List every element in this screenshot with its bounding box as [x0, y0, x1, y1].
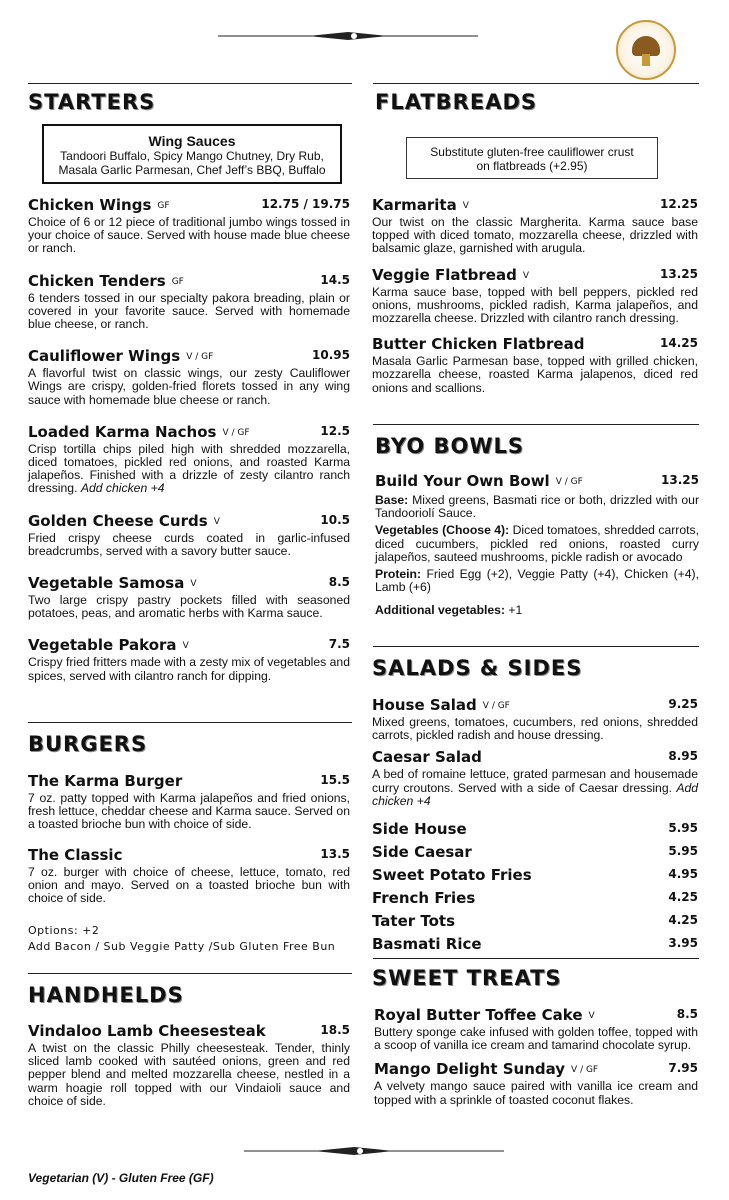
handhelds-list [28, 1022, 350, 1108]
sweets-list [374, 1006, 698, 1107]
item-price: 8.95 [668, 749, 698, 764]
item-price: 18.5 [320, 1023, 350, 1037]
item-description: Masala Garlic Parmesan base, topped with grilled chicken, mozzarella cheese, roasted Karma jalapenos, diced red onions and scallions. [372, 354, 698, 395]
byo-top-rule [373, 424, 699, 425]
item-name: House Salad [372, 696, 477, 714]
item-tag: V [182, 641, 189, 652]
item-name: The Karma Burger [28, 772, 183, 790]
side-item-price: 5.95 [668, 844, 698, 858]
item-description: 6 tenders tossed in our specialty pakora breading, plain or covered in your favorite sauce. Served with homemade blue cheese, or ranch. [28, 290, 350, 332]
item-addon: Add chicken +4 [372, 780, 698, 808]
mushroom-logo-icon [616, 20, 676, 80]
burgers-top-rule [28, 722, 352, 723]
menu-item [372, 335, 698, 395]
burgers-heading: BURGERS [28, 732, 148, 756]
item-tag: V [190, 579, 197, 590]
menu-item [374, 1006, 698, 1052]
menu-item [28, 636, 350, 682]
item-price: 9.25 [668, 697, 698, 711]
byo-bowl [375, 472, 699, 618]
item-tag: V [462, 201, 469, 211]
side-item-name: Sweet Potato Fries [372, 866, 532, 884]
item-price: 14.5 [320, 272, 350, 287]
byo-base: Base: Mixed greens, Basmati rice or both, drizzled with our Tandooriolí Sauce. [375, 493, 700, 521]
item-description: Choice of 6 or 12 piece of traditional jumbo wings tossed in your choice of sauce. Served with house made blue cheese or ranch. [28, 215, 350, 256]
menu-item [28, 846, 350, 906]
side-item [372, 843, 698, 866]
side-item-name: Basmati Rice [372, 935, 482, 953]
footer-legend: Vegetarian (V) - Gluten Free (GF) [28, 1171, 214, 1185]
item-price: 10.95 [312, 348, 350, 363]
item-name: Loaded Karma Nachos [28, 422, 217, 441]
item-name: Chicken Wings [28, 196, 152, 214]
side-item-price: 4.95 [668, 867, 698, 881]
item-name: Caesar Salad [372, 748, 482, 767]
starters-list [28, 196, 350, 683]
item-tag: V / GF [571, 1065, 599, 1076]
menu-item [28, 272, 350, 332]
item-description: Crisp tortilla chips piled high with shredded mozzarella, diced tomatoes, pickled red onions, and roasted Karma jalapeños. Finished with a drizzle of zesty cilantro ranch dressing. Add chicken +4 [28, 441, 350, 496]
byo-vegetables: Vegetables (Choose 4): Diced tomatoes, shredded carrots, diced cucumbers, pickled red onions, roasted curry jalapeños, sauteed mushrooms, pickle radish or avocado [375, 523, 699, 564]
side-item-name: French Fries [372, 889, 476, 907]
item-price: 10.5 [320, 512, 350, 527]
menu-item [372, 748, 698, 808]
item-tag: GF [171, 276, 184, 287]
item-description: A bed of romaine lettuce, grated parmesan and housemade curry croutons. Served with a side of Caesar dressing. Add chicken +4 [372, 767, 698, 808]
item-name: Golden Cheese Curds [28, 511, 208, 530]
item-price: 15.5 [320, 773, 350, 787]
flatbreads-top-rule [373, 83, 699, 84]
salads-top-rule [373, 646, 699, 647]
item-name: Chicken Tenders [28, 271, 166, 290]
item-tag: V / GF [222, 427, 250, 438]
item-tag: V [213, 516, 220, 527]
burger-options-title: Options: +2 [28, 924, 100, 937]
item-description: Crispy fried fritters made with a zesty mix of vegetables and spices, served with cilantro ranch for dipping. [28, 655, 350, 683]
item-price: 13.25 [660, 266, 698, 281]
salads-heading: SALADS & SIDES [372, 656, 583, 680]
item-name: Veggie Flatbread [372, 265, 517, 284]
starters-heading: STARTERS [28, 90, 156, 114]
item-price: 8.5 [328, 575, 350, 590]
item-tag: GF [157, 201, 170, 211]
burger-options [28, 924, 358, 953]
menu-item [372, 696, 698, 742]
handhelds-heading: HANDHELDS [28, 983, 184, 1007]
item-name: Vegetable Pakora [28, 636, 177, 655]
side-item-name: Tater Tots [372, 912, 456, 930]
byo-additional: Additional vegetables: +1 [375, 603, 523, 618]
byo-protein: Protein: Fried Egg (+2), Veggie Patty (+4), Chicken (+4), Lamb (+6) [375, 567, 699, 595]
menu-item [28, 196, 350, 256]
item-description: Buttery sponge cake infused with golden toffee, topped with a scoop of vanilla ice cream and tamarind chocolate syrup. [374, 1025, 698, 1053]
side-item-price: 3.95 [668, 936, 698, 950]
flatbread-note-line1: Substitute gluten-free cauliflower crust [430, 145, 634, 159]
side-item-name: Side Caesar [372, 843, 472, 861]
byo-heading: BYO BOWLS [375, 434, 525, 458]
burger-options-text: Add Bacon / Sub Veggie Patty /Sub Gluten Free Bun [28, 940, 336, 953]
sweets-heading: SWEET TREATS [372, 966, 562, 990]
item-price: 7.95 [668, 1061, 698, 1076]
item-price: 13.5 [320, 846, 350, 861]
item-name: The Classic [28, 845, 123, 864]
item-tag: V / GF [482, 701, 510, 711]
side-item [372, 912, 698, 935]
item-price: 12.75 / 19.75 [261, 197, 350, 211]
item-name: Cauliflower Wings [28, 347, 181, 366]
item-name: Butter Chicken Flatbread [372, 335, 585, 354]
item-description: A twist on the classic Philly cheesesteak. Tender, thinly sliced lamb cooked with sautéed onions, green and red pepper blend and melted mozzarella cheese, nestled in a warm hoagie roll topped with our Vindaioli sauce and choice of side. [28, 1041, 350, 1108]
item-description: A velvety mango sauce paired with vanilla ice cream and topped with a sprinkle of toasted coconut flakes. [374, 1079, 698, 1107]
item-name: Vindaloo Lamb Cheesesteak [28, 1022, 266, 1040]
item-price: 7.5 [328, 637, 350, 652]
menu-item [28, 423, 350, 496]
top-ornament [218, 30, 478, 42]
item-description: Our twist on the classic Margherita. Karma sauce base topped with diced tomato, mozzarella cheese, drizzled with balsamic glaze, garnished with arugula. [372, 215, 698, 256]
handhelds-top-rule [28, 973, 352, 974]
item-tag: V [522, 270, 529, 281]
item-description: Mixed greens, tomatoes, cucumbers, red onions, shredded carrots, pickled radish and house dressing. [372, 715, 698, 743]
menu-item [372, 266, 698, 326]
side-item [372, 820, 698, 843]
menu-item [28, 347, 350, 407]
item-price: 12.25 [660, 197, 698, 211]
item-name: Royal Butter Toffee Cake [374, 1006, 583, 1024]
item-description: Karma sauce base, topped with bell peppers, pickled red onions, mushrooms, pickled radish, Karma jalapeños, and mozzarella cheese. Drizzled with cilantro ranch dressing. [372, 284, 698, 326]
wing-sauces-box [42, 124, 342, 184]
item-description: 7 oz. patty topped with Karma jalapeños and fried onions, fresh lettuce, cheddar cheese and Karma sauce. Served on a toasted brioche bun with choice of side. [28, 791, 350, 832]
item-tag: V [588, 1011, 595, 1021]
item-price: 8.5 [676, 1007, 698, 1021]
menu-item [28, 512, 350, 558]
item-description: Fried crispy cheese curds coated in garlic-infused breadcrumbs, served with a savory butter sauce. [28, 530, 350, 558]
menu-item [28, 1022, 350, 1108]
byo-bowl-tag: V / GF [555, 477, 583, 487]
flatbreads-heading: FLATBREADS [375, 90, 538, 114]
menu-item [28, 772, 350, 832]
sides-list [372, 820, 698, 958]
side-item-price: 5.95 [668, 821, 698, 835]
wing-sauces-line2: Masala Garlic Parmesan, Chef Jeff’s BBQ, Buffalo [58, 163, 326, 177]
menu-item [374, 1060, 698, 1106]
item-description: 7 oz. burger with choice of cheese, lettuce, tomato, red onion and mayo. Served on a toasted brioche bun with choice of side. [28, 864, 350, 906]
salads-list [372, 696, 698, 808]
flatbread-note-line2: on flatbreads (+2.95) [476, 159, 588, 173]
side-item-price: 4.25 [668, 913, 698, 927]
item-name: Karmarita [372, 196, 457, 214]
item-description: A flavorful twist on classic wings, our zesty Cauliflower Wings are crispy, golden-fried florets tossed in any wing sauce with homemade blue cheese or ranch. [28, 366, 350, 407]
side-item [372, 889, 698, 912]
item-price: 14.25 [660, 336, 698, 351]
side-item-price: 4.25 [668, 890, 698, 904]
side-item [372, 935, 698, 958]
flatbread-note-box [406, 137, 658, 179]
burgers-list [28, 772, 350, 905]
item-addon: Add chicken +4 [80, 481, 165, 496]
sweets-top-rule [373, 958, 699, 959]
byo-bowl-price: 13.25 [661, 473, 699, 487]
item-tag: V / GF [186, 352, 214, 363]
byo-bowl-name: Build Your Own Bowl [375, 472, 550, 490]
starters-top-rule [28, 83, 352, 84]
bottom-ornament [244, 1145, 504, 1157]
side-item [372, 866, 698, 889]
side-item-name: Side House [372, 820, 467, 838]
menu-item [372, 196, 698, 256]
menu-item [28, 574, 350, 620]
flatbreads-list [372, 196, 698, 395]
item-description: Two large crispy pastry pockets filled with seasoned potatoes, peas, and aromatic herbs with Karma sauce. [28, 593, 350, 621]
wing-sauces-title: Wing Sauces [148, 133, 236, 149]
item-name: Vegetable Samosa [28, 574, 185, 593]
wing-sauces-line1: Tandoori Buffalo, Spicy Mango Chutney, Dry Rub, [60, 149, 324, 163]
item-name: Mango Delight Sunday [374, 1060, 566, 1079]
item-price: 12.5 [320, 423, 350, 438]
